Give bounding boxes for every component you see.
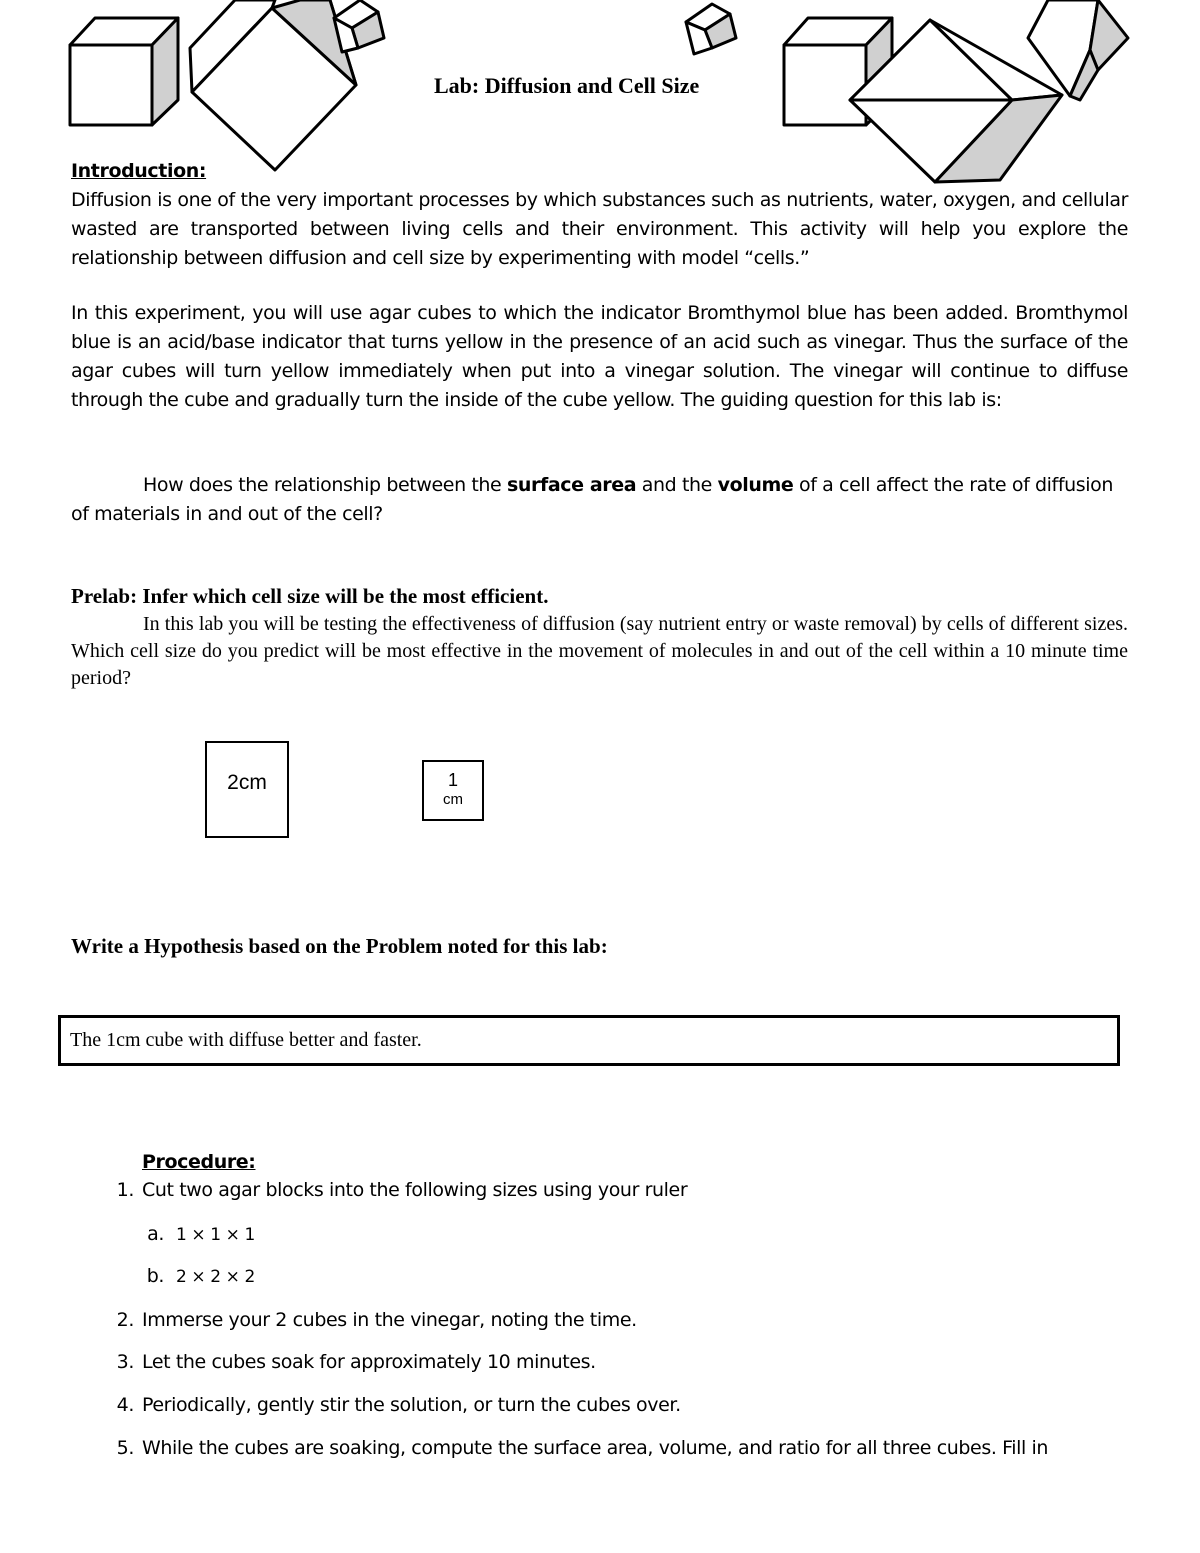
cube-2cm-label: 2cm (227, 771, 267, 794)
hypothesis-prompt: Write a Hypothesis based on the Problem noted for this lab: (71, 934, 608, 958)
procedure-step-number: 5. (116, 1437, 134, 1459)
procedure-step-number: 1. (116, 1179, 134, 1201)
procedure-step-3 (98, 1348, 596, 1377)
procedure-substep-text: 1 × 1 × 1 (176, 1225, 255, 1245)
prelab-text: In this lab you will be testing the effectiveness of diffusion (say nutrient entry or waste removal) by cells of different sizes. Which cell size do you predict will be most effective in the movement of molecules in and out of the cell within a 10 minute time period? (71, 613, 1128, 689)
procedure-substep-text: 2 × 2 × 2 (176, 1267, 255, 1287)
procedure-step-4 (98, 1391, 681, 1420)
cube-1cm-label-unit: cm (443, 791, 463, 808)
procedure-step-1 (98, 1176, 687, 1205)
cube-drawing-left-1 (70, 18, 178, 125)
procedure-step-text: Immerse your 2 cubes in the vinegar, noting the time. (142, 1309, 637, 1331)
procedure-substep-a (140, 1220, 255, 1250)
procedure-step-text: Periodically, gently stir the solution, or turn the cubes over. (142, 1394, 681, 1416)
introduction-heading: Introduction: (71, 160, 207, 182)
procedure-step-number: 3. (116, 1351, 134, 1373)
guiding-question-pre: How does the relationship between the (143, 474, 507, 496)
procedure-step-text: While the cubes are soaking, compute the surface area, volume, and ratio for all three cubes. Fill in (142, 1437, 1049, 1459)
cube-1cm-label-number: 1 (447, 770, 458, 790)
cube-drawing-small-middle (686, 4, 736, 54)
guiding-question (71, 471, 1128, 529)
procedure-step-text: Cut two agar blocks into the following sizes using your ruler (142, 1179, 688, 1201)
procedure-step-number: 2. (116, 1309, 134, 1331)
procedure-step-2 (98, 1306, 637, 1335)
introduction-paragraph-2: In this experiment, you will use agar cubes to which the indicator Bromthymol blue has been added. Bromthymol blue is an acid/base indicator that turns yellow in the presence of an acid such as vinegar. Thus the surface of the agar cubes will turn yellow immediately when put into a vinegar solution. The vinegar will continue to diffuse through the cube and gradually turn the inside of the cube yellow. The guiding question for this lab is: (71, 302, 1128, 411)
hypothesis-answer-text: The 1cm cube with diffuse better and faster. (70, 1029, 422, 1051)
procedure-substep-letter: a. (147, 1223, 164, 1245)
guiding-question-mid: and the (636, 474, 718, 496)
procedure-substep-b (140, 1262, 255, 1292)
introduction-paragraph-1: Diffusion is one of the very important processes by which substances such as nutrients, water, oxygen, and cellular wasted are transported between living cells and their environment. This activity will help you explore the relationship between diffusion and cell size by experimenting with model “cells.” (71, 189, 1128, 269)
procedure-step-text: Let the cubes soak for approximately 10 minutes. (142, 1351, 596, 1373)
procedure-heading: Procedure: (142, 1151, 256, 1173)
cube-drawing-left-2 (190, 0, 356, 170)
cube-2cm-diagram (205, 741, 289, 838)
cube-1cm-diagram (422, 760, 484, 821)
procedure-step-5 (98, 1434, 1048, 1463)
cube-drawing-small-left (334, 0, 384, 52)
guiding-question-volume: volume (717, 474, 794, 496)
page-title: Lab: Diffusion and Cell Size (434, 73, 700, 98)
guiding-question-surface-area: surface area (506, 474, 637, 496)
procedure-step-number: 4. (116, 1394, 134, 1416)
guiding-question-post: of a cell affect the rate of diffusion of materials in and out of the cell? (71, 474, 1114, 525)
hypothesis-answer-box[interactable] (58, 1015, 1120, 1066)
prelab-heading: Prelab: Infer which cell size will be the most efficient. (71, 584, 549, 608)
procedure-substep-letter: b. (146, 1265, 164, 1287)
